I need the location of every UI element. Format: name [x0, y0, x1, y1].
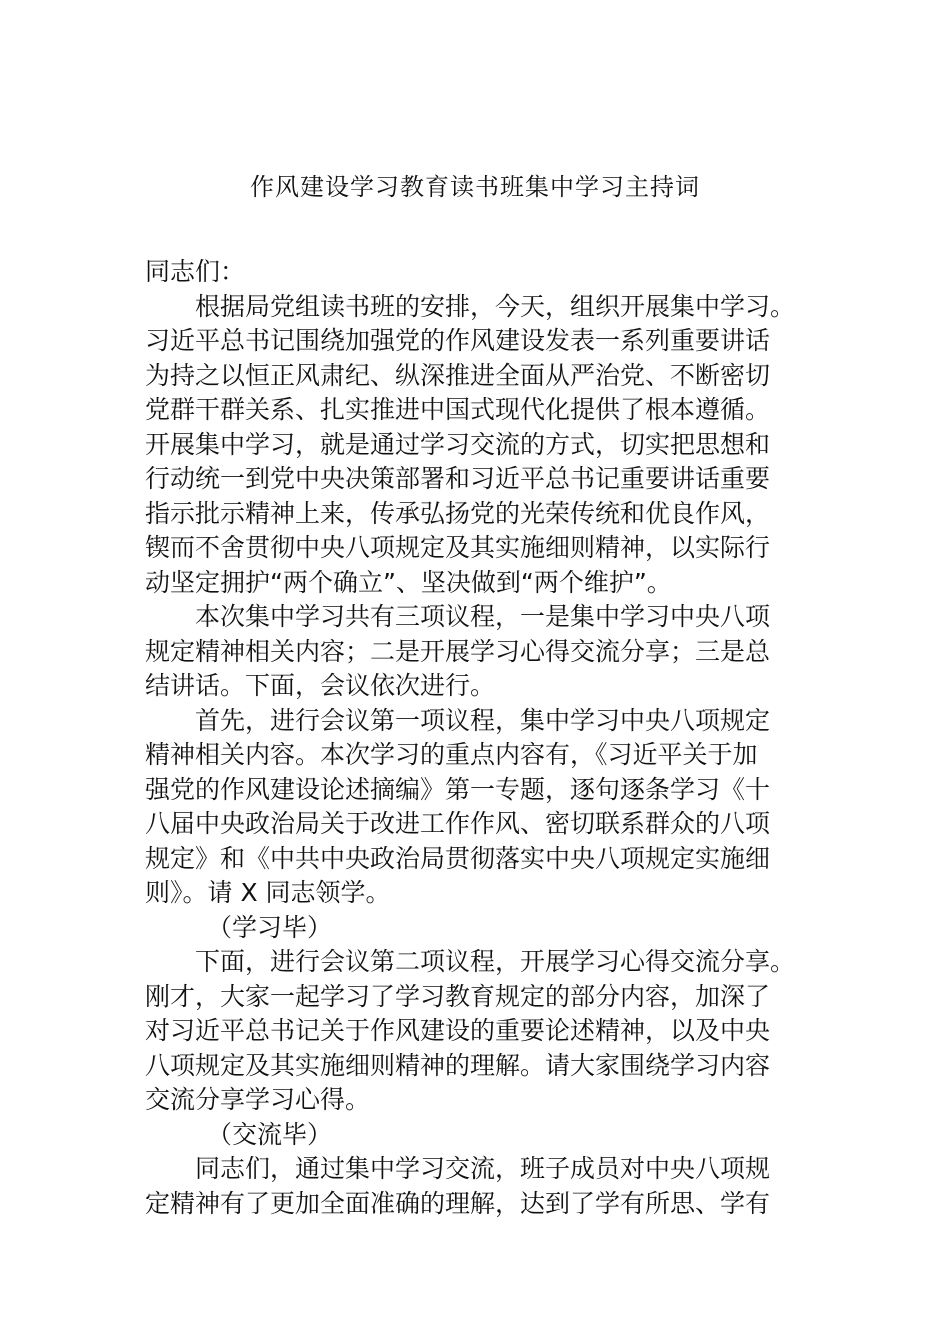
text-line: 刚才，大家一起学习了学习教育规定的部分内容，加深了: [145, 981, 771, 1011]
text-line: 首先，进行会议第一项议程，集中学习中央八项规定: [195, 705, 771, 735]
text-line: 为持之以恒正风肃纪、纵深推进全面从严治党、不断密切: [145, 360, 771, 390]
text-line: 结讲话。下面，会议依次进行。: [145, 671, 496, 700]
text-line: 强党的作风建设论述摘编》第一专题，逐句逐条学习《十: [145, 774, 771, 804]
document-title: 作风建设学习教育读书班集中学习主持词: [250, 173, 700, 201]
text-line: 则》。请 X 同志领学。: [145, 878, 391, 907]
text-line: 八项规定及其实施细则精神的理解。请大家围绕学习内容: [145, 1050, 771, 1080]
text-line: 指示批示精神上来，传承弘扬党的光荣传统和优良作风，: [145, 498, 771, 528]
procedure-note: （交流毕）: [207, 1119, 333, 1149]
text-line: 根据局党组读书班的安排，今天，组织开展集中学习。: [195, 291, 796, 321]
text-line: 同志们：: [145, 257, 246, 286]
text-line: 定精神有了更加全面准确的理解，达到了学有所思、学有: [145, 1188, 771, 1218]
text-line: 同志们，通过集中学习交流，班子成员对中央八项规: [195, 1154, 771, 1183]
text-line: 规定精神相关内容；二是开展学习心得交流分享；三是总: [145, 636, 771, 666]
text-line: 党群干群关系、扎实推进中国式现代化提供了根本遵循。: [145, 395, 771, 424]
text-line: 行动统一到党中央决策部署和习近平总书记重要讲话重要: [145, 464, 771, 493]
text-line: 锲而不舍贯彻中央八项规定及其实施细则精神，以实际行: [145, 533, 771, 562]
text-line: 开展集中学习，就是通过学习交流的方式，切实把思想和: [145, 429, 771, 459]
text-line: 习近平总书记围绕加强党的作风建设发表一系列重要讲话: [145, 326, 771, 355]
text-line: 精神相关内容。本次学习的重点内容有，《习近平关于加: [145, 740, 758, 769]
text-line: 动坚定拥护“两个确立”、坚决做到“两个维护”。: [145, 567, 672, 597]
text-line: 规定》和《中共中央政治局贯彻落实中央八项规定实施细: [145, 843, 771, 873]
text-line: 本次集中学习共有三项议程，一是集中学习中央八项: [195, 602, 771, 631]
text-line: 下面，进行会议第二项议程，开展学习心得交流分享。: [195, 947, 796, 976]
text-line: 八届中央政治局关于改进工作作风、密切联系群众的八项: [145, 809, 771, 838]
procedure-note: （学习毕）: [207, 912, 333, 942]
text-line: 对习近平总书记关于作风建设的重要论述精神，以及中央: [145, 1016, 771, 1045]
document-body: [145, 255, 815, 1221]
text-line: 交流分享学习心得。: [145, 1085, 371, 1114]
